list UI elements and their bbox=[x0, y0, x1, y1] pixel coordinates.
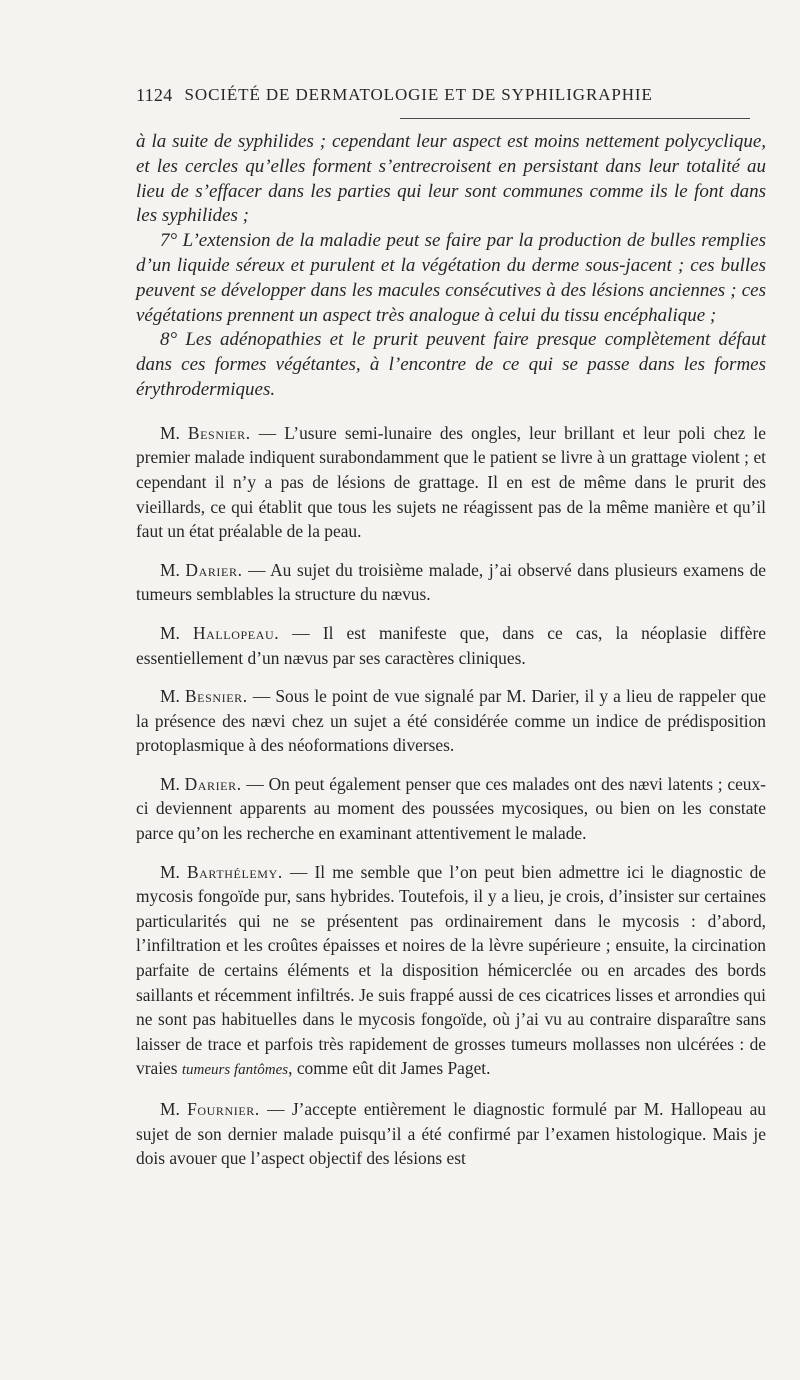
remark-tail: , comme eût dit James Paget. bbox=[288, 1058, 491, 1079]
discussion-paragraph bbox=[136, 421, 766, 544]
speaker-prefix: M. bbox=[160, 686, 185, 707]
italic-paragraph: 8° Les adénopathies et le prurit peuvent faire presque complètement défaut dans ces formes végétantes, à l’encontre de ce qui se passe dans les formes érythrodermiques. bbox=[136, 329, 766, 400]
discussion-paragraph bbox=[136, 621, 766, 670]
speaker-name: Besnier. bbox=[187, 422, 251, 443]
speaker-prefix: M. bbox=[160, 622, 193, 643]
discussion-paragraph bbox=[136, 1097, 766, 1171]
speaker-name: Hallopeau. bbox=[192, 622, 280, 643]
remark-text: — On peut également penser que ces malades ont des nævi latents ; ceux-ci deviennent apparents au moment des poussées mycosiques, ou bien on les constate parce qu’on les recherche en examinant attentivement le malade. bbox=[136, 773, 766, 844]
speaker-name: Fournier. bbox=[187, 1099, 260, 1120]
remark-text: — Au sujet du troisième malade, j’ai observé dans plusieurs examens de tumeurs semblables la structure du nævus. bbox=[136, 559, 766, 605]
remark-text: — L’usure semi-lunaire des ongles, leur brillant et leur poli chez le premier malade indiquent surabondamment que le patient se livre à un grattage violent ; et cependant il n’y a pas de lésions de grattage. Il en est de même dans le prurit des vieillards, ce qui établit que tous les sujets ne réagissent pas de la même manière et qu’il faut un état préalable de la peau. bbox=[136, 422, 766, 542]
discussion bbox=[136, 421, 766, 1171]
header-rule bbox=[400, 118, 750, 119]
running-header bbox=[136, 80, 766, 110]
remark-text: — Il est manifeste que, dans ce cas, la néoplasie diffère essentiellement d’un nævus par ses caractères cliniques. bbox=[136, 622, 766, 668]
remark-text: — J’accepte entièrement le diagnostic formulé par M. Hallopeau au sujet de son dernier malade puisqu’il a été confirmé par l’examen histologique. Mais je dois avouer que l’aspect objectif des lésions est bbox=[136, 1099, 766, 1169]
italic-term: tumeurs fantômes bbox=[181, 1062, 289, 1079]
speaker-prefix: M. bbox=[160, 559, 186, 580]
speaker-prefix: M. bbox=[160, 861, 187, 882]
discussion-paragraph bbox=[136, 860, 766, 1083]
speaker-prefix: M. bbox=[160, 422, 188, 443]
speaker-name: Darier. bbox=[185, 559, 243, 580]
discussion-paragraph bbox=[136, 558, 766, 607]
page-number: 1124 bbox=[136, 84, 173, 105]
italic-paragraph: 7° L’extension de la maladie peut se faire par la production de bulles remplies d’un liquide séreux et purulent et la végétation du derme sous-jacent ; ces bulles peuvent se développer dans les macules consécutives à des lésions anciennes ; ces végétations prennent un aspect très analogue à celui du tissu encéphalique ; bbox=[136, 230, 766, 326]
italic-paragraph: à la suite de syphilides ; cependant leur aspect est moins nettement polycyclique, et les cercles qu’elles forment s’entrecroisent en persistant dans leur totalité au lieu de s’effacer dans les parties qui leur sont communes comme ils le font dans les syphilides ; bbox=[136, 131, 766, 227]
speaker-name: Besnier. bbox=[184, 686, 248, 707]
discussion-paragraph bbox=[136, 772, 766, 846]
remark-text: — Il me semble que l’on peut bien admettre ici le diagnostic de mycosis fongoïde pur, sans hybrides. Toutefois, il y a lieu, je crois, d’insister sur certaines particularités qui ne se présentent pas ordinairement dans le mycosis : d’abord, l’infiltration et les croûtes épaisses et noires de la lèvre supérieure ; ensuite, la circination parfaite de certains éléments et la disposition hémicerclée ou en arcades des bords saillants et récemment infiltrés. Je suis frappé aussi de ces cicatrices lisses et arrondies qui ne sont pas habituelles dans le mycosis fongoïde, où j’ai vu au contraire disparaître sans laisser de trace et parfois très rapidement de grosses tumeurs mollasses non ulcérées : de vraies bbox=[136, 861, 766, 1079]
remark-text: — Sous le point de vue signalé par M. Darier, il y a lieu de rappeler que la présence des nævi chez un sujet a été considérée comme un indice de prédisposition protoplasmique à des néoformations diverses. bbox=[136, 686, 766, 756]
italic-conclusions bbox=[136, 130, 766, 403]
body-text bbox=[136, 130, 766, 1185]
discussion-paragraph bbox=[136, 684, 766, 758]
running-title: SOCIÉTÉ DE DERMATOLOGIE ET DE SYPHILIGRAPHIE bbox=[184, 85, 653, 104]
speaker-prefix: M. bbox=[160, 1099, 188, 1120]
speaker-name: Barthélemy. bbox=[186, 861, 283, 882]
speaker-name: Darier. bbox=[184, 773, 242, 794]
speaker-prefix: M. bbox=[160, 773, 185, 794]
